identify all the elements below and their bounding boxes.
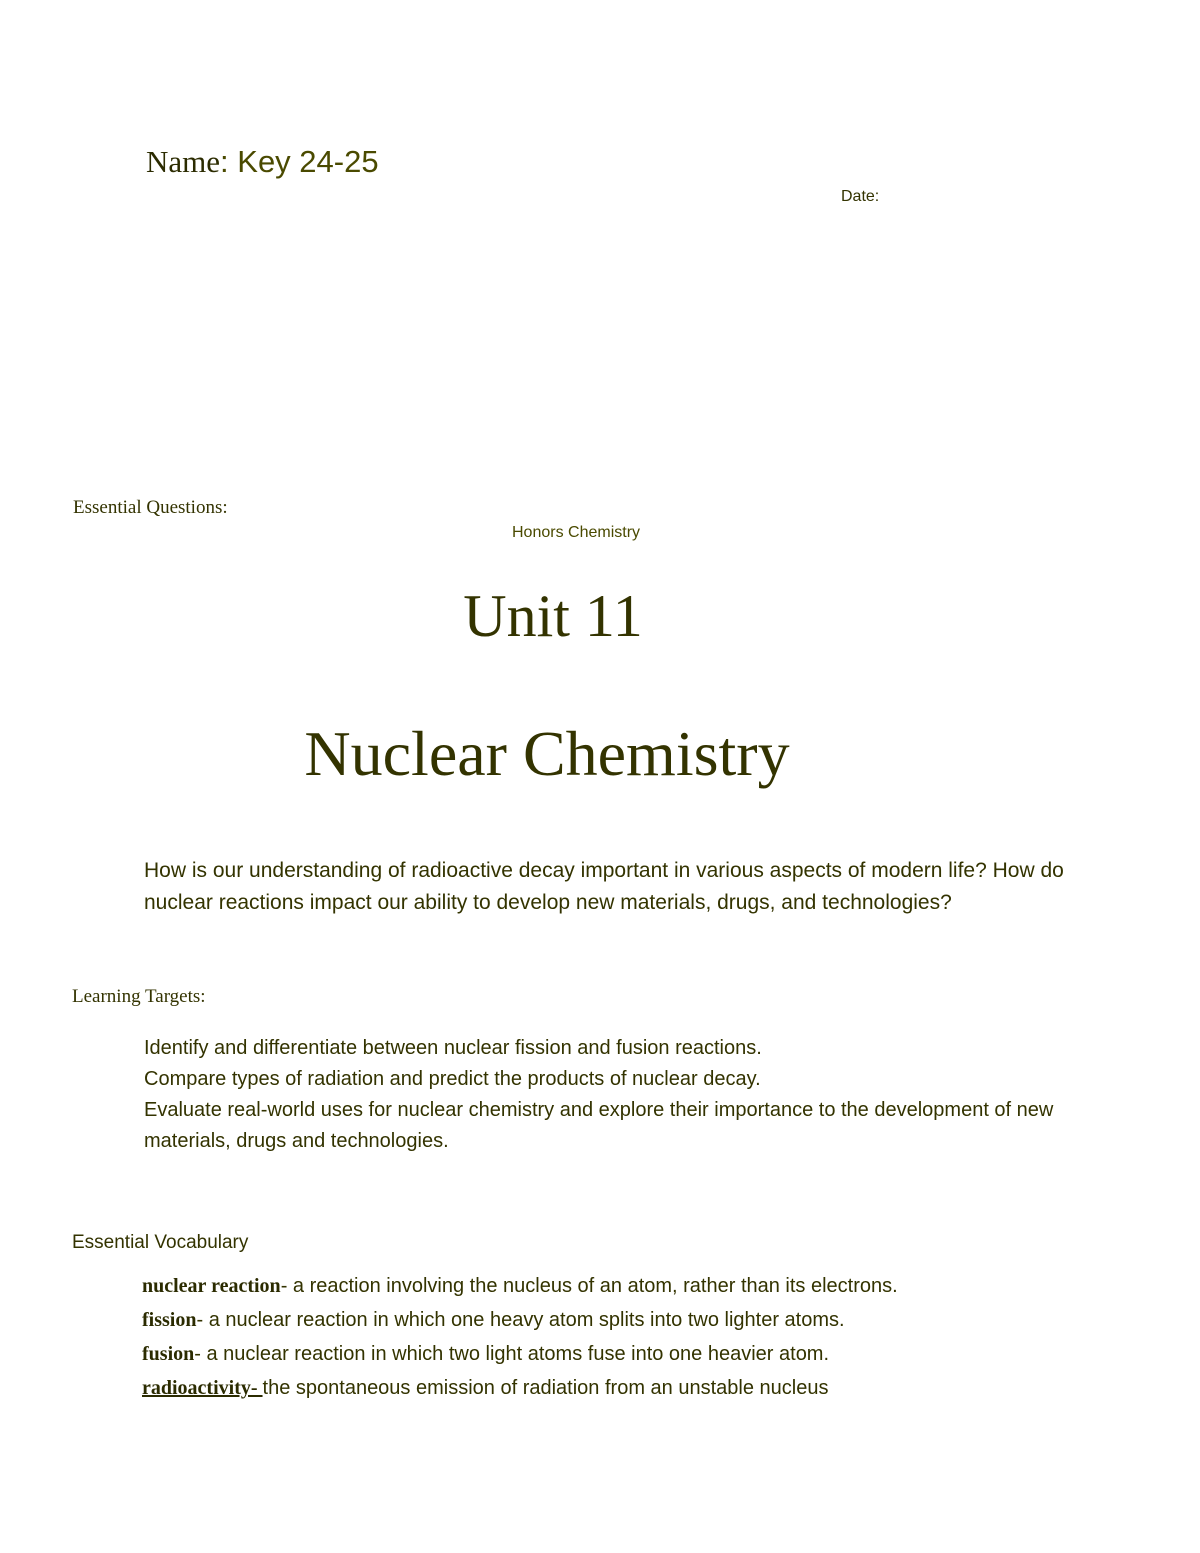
vocab-definition: a reaction involving the nucleus of an atom, rather than its electrons.: [292, 1275, 898, 1297]
vocab-separator: -: [194, 1343, 207, 1365]
date-label: Date:: [841, 188, 880, 205]
vocab-item-nuclear-reaction: [142, 1269, 1142, 1303]
unit-title: Unit 11: [463, 583, 643, 649]
name-line: [146, 142, 379, 182]
name-separator: :: [220, 144, 238, 179]
learning-target-item: Identify and differentiate between nuclear fission and fusion reactions.: [144, 1037, 762, 1059]
learning-targets-heading: Learning Targets:: [72, 986, 206, 1007]
vocab-term: fusion: [142, 1343, 195, 1365]
vocab-term: fission: [142, 1309, 197, 1331]
learning-target-item: Compare types of radiation and predict the products of nuclear decay.: [144, 1068, 761, 1090]
essential-questions-text: How is our understanding of radioactive decay important in various aspects of modern life? How do nuclear reactions impact our ability to develop new materials, drugs, and technologies?: [144, 859, 1064, 914]
essential-questions-heading: Essential Questions:: [73, 497, 228, 518]
vocab-term: radioactivity-: [142, 1377, 263, 1399]
name-label: Name: [146, 144, 221, 179]
vocab-term: nuclear reaction: [142, 1275, 281, 1297]
name-value: Key 24-25: [237, 144, 379, 179]
vocab-definition: a nuclear reaction in which two light atoms fuse into one heavier atom.: [206, 1343, 830, 1365]
vocab-item-fusion: [142, 1337, 1142, 1371]
vocab-item-radioactivity: [142, 1371, 1142, 1405]
vocab-separator: -: [196, 1309, 209, 1331]
vocabulary-heading: Essential Vocabulary: [72, 1232, 249, 1253]
vocabulary-list: [142, 1269, 1142, 1405]
vocab-separator: -: [280, 1275, 293, 1297]
unit-subtitle: Nuclear Chemistry: [304, 718, 790, 789]
vocab-definition: the spontaneous emission of radiation from an unstable nucleus: [262, 1377, 829, 1399]
vocab-definition: a nuclear reaction in which one heavy atom splits into two lighter atoms.: [208, 1309, 845, 1331]
learning-targets-list: [144, 1033, 1124, 1157]
vocab-item-fission: [142, 1303, 1142, 1337]
course-name: Honors Chemistry: [512, 524, 641, 541]
learning-target-item: Evaluate real-world uses for nuclear chemistry and explore their importance to the development of new materials, drugs and technologies.: [144, 1099, 1054, 1152]
